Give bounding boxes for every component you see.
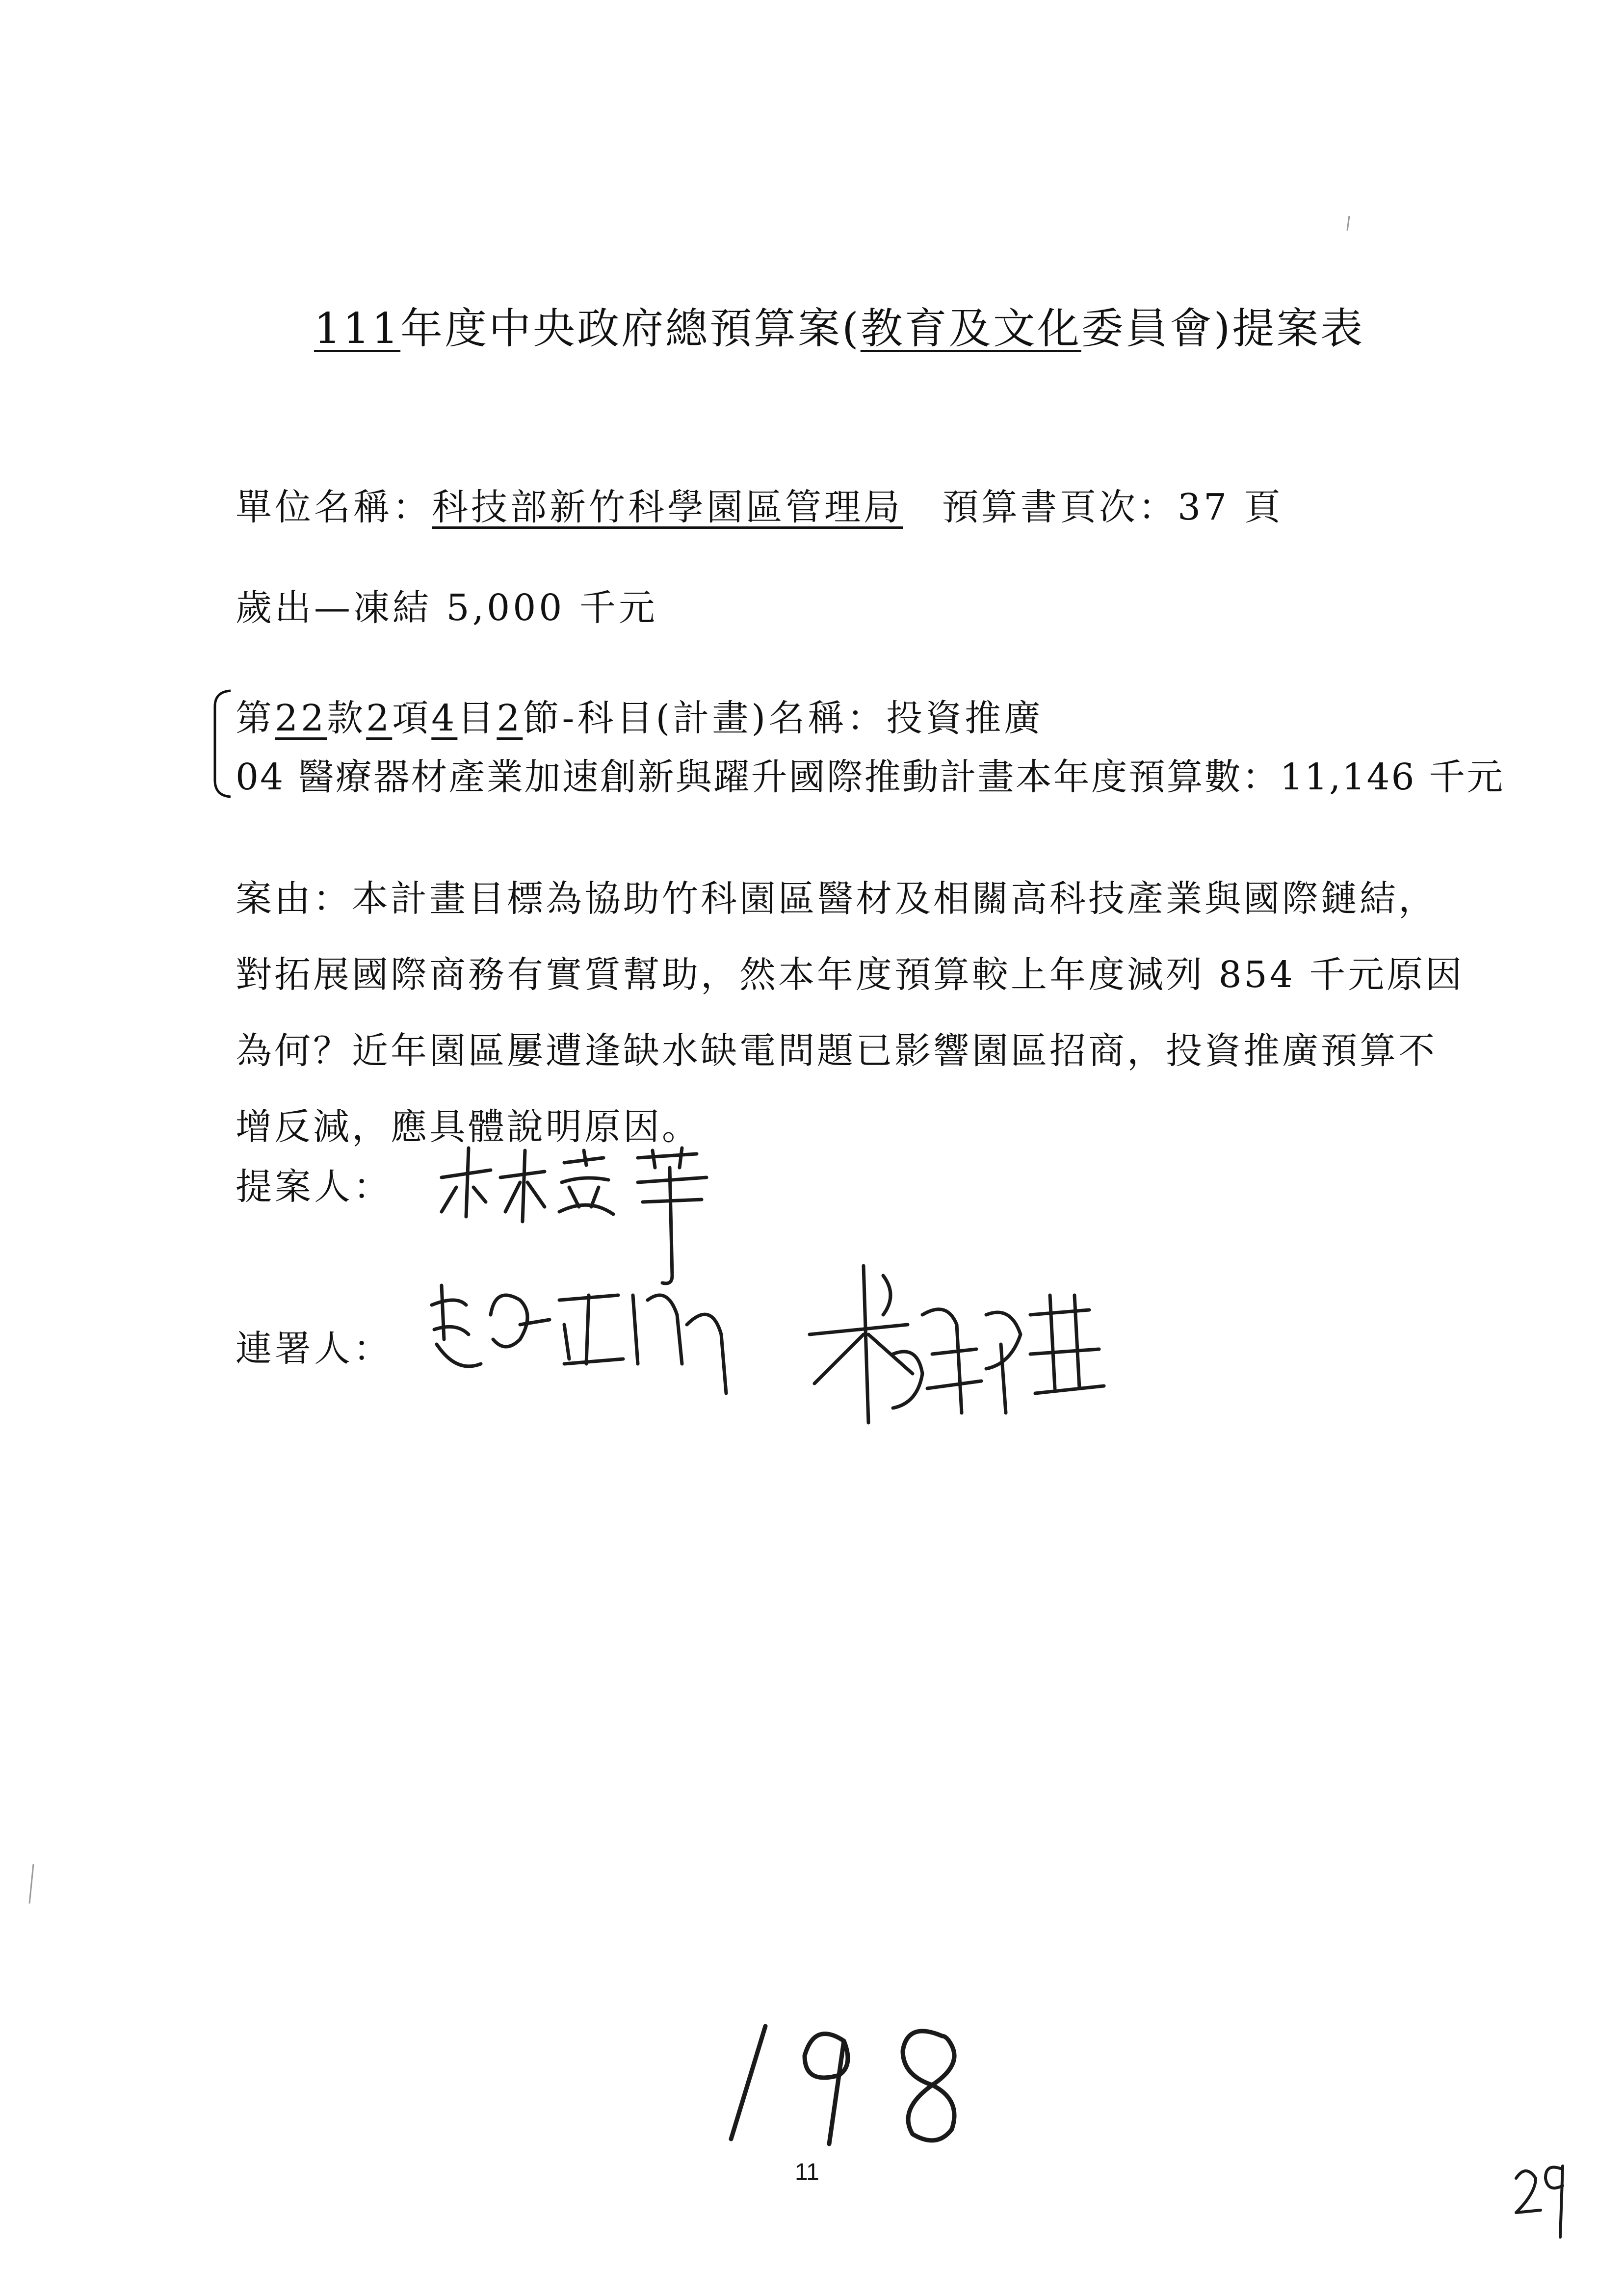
- item-prefix: 第: [236, 697, 275, 739]
- item-kuan: 22: [275, 697, 327, 739]
- item-mu-suffix: 目: [457, 697, 497, 739]
- unit-name: 科技部新竹科學園區管理局: [432, 486, 903, 528]
- title-part1: 年度中央政府總預算案(: [400, 304, 861, 353]
- reason-line-4: 增反減，應具體說明原因。: [236, 1106, 701, 1148]
- scan-speck: [1347, 216, 1349, 231]
- title-committee: 教育及文化: [860, 304, 1081, 353]
- unit-label: 單位名稱：: [236, 486, 432, 528]
- reason-line-3: 為何？近年園區屢遭逢缺水缺電問題已影響園區招商，投資推廣預算不: [236, 1030, 1437, 1072]
- corner-mark-29: [1516, 2166, 1563, 2237]
- item-jie-suffix: 節-科目(計畫)名稱：投資推廣: [523, 697, 1044, 739]
- item-jie: 2: [497, 697, 523, 739]
- page-number: 11: [795, 2159, 819, 2185]
- cosigner-2-signature: [810, 1266, 1104, 1423]
- item-mu: 4: [431, 697, 458, 739]
- reason-line-2: 對拓展國際商務有實質幫助，然本年度預算較上年度減列 854 千元原因: [236, 954, 1465, 996]
- plan-line: 04 醫療器材產業加速創新與躍升國際推動計畫本年度預算數：11,146 千元: [236, 756, 1505, 798]
- title-year: 111: [314, 304, 401, 353]
- proposer-signature: [442, 1148, 707, 1283]
- reason-line-1: 案由：本計畫目標為協助竹科園區醫材及相關高科技產業與國際鏈結，: [236, 878, 1437, 920]
- proposer-label: 提案人：: [236, 1166, 393, 1208]
- item-xiang-suffix: 項: [392, 697, 432, 739]
- page-reference: 預算書頁次：37 頁: [942, 486, 1283, 528]
- cosigner-label: 連署人：: [236, 1328, 393, 1370]
- cosigner-1-signature: [432, 1285, 726, 1393]
- item-kuan-suffix: 款: [327, 697, 367, 739]
- scan-speck: [29, 1864, 33, 1904]
- handwritten-number-198: [731, 2026, 954, 2144]
- expense-line: 歲出—凍結 5,000 千元: [236, 587, 658, 629]
- title-part2: 委員會)提案表: [1081, 304, 1365, 353]
- item-xiang: 2: [366, 697, 393, 739]
